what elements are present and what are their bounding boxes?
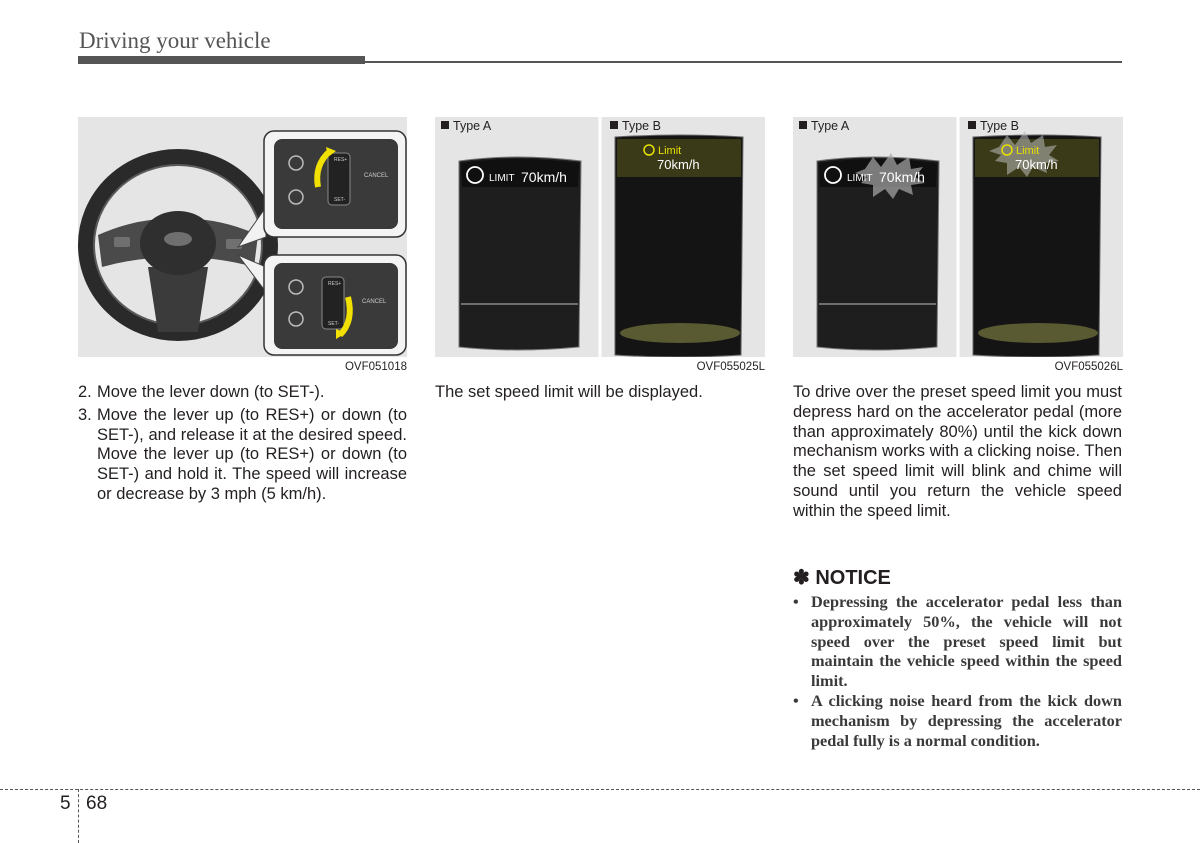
notice-title: NOTICE [815, 567, 891, 589]
bullet-icon: • [793, 690, 799, 710]
inset-bottom-set-label: SET- [328, 321, 340, 327]
inset-top-cancel-label: CANCEL [364, 173, 389, 179]
cluster-illustration [435, 117, 765, 357]
figure-steering-wheel [78, 117, 407, 375]
type-a-speed-text: 70km/h [879, 169, 925, 185]
notice-list [793, 592, 1122, 750]
footer-vertical-dashed-rule [78, 789, 79, 843]
type-a-text: Type A [811, 119, 850, 133]
right-column-text: To drive over the preset speed limit you must depress hard on the accelerator pedal (more than approximately 80%) until the kick down mechanism works with a clicking noise. Then the set speed limit will blink and chime will sound until you return the vehicle speed within the speed limit. [793, 383, 1122, 520]
inset-top-res-label: RES+ [334, 157, 348, 163]
chapter-number: 5 [60, 793, 71, 814]
type-a-speed-text: 70km/h [521, 169, 567, 185]
list-item-text: Move the lever up (to RES+) or down (to SET-), and release it at the desired speed. Move the lever up (to RES+) or down (to SET-) and hold it. The speed will increase or decrease by 3 mph (5 km/h). [97, 405, 407, 503]
cluster-blink-illustration [793, 117, 1123, 357]
page-number: 68 [86, 793, 108, 814]
figure-code: OVF051018 [344, 361, 407, 373]
type-b-speed-text: 70km/h [657, 157, 700, 172]
list-item [78, 383, 407, 403]
type-b-text: Type B [622, 119, 661, 133]
inset-top-set-label: SET- [334, 197, 346, 203]
figure-code: OVF055026L [1054, 361, 1123, 373]
type-a-limit-text: LIMIT [847, 173, 873, 184]
notice-item [793, 592, 1122, 691]
notice-symbol-icon: ✽ [793, 567, 810, 589]
type-b-speed-text: 70km/h [1015, 157, 1058, 172]
figure-code: OVF055025L [696, 361, 765, 373]
bullet-icon: • [793, 592, 799, 611]
steering-wheel-illustration [78, 117, 407, 357]
inset-bottom-res-label: RES+ [328, 281, 342, 287]
notice-heading [793, 565, 891, 590]
list-item-text: Move the lever down (to SET-). [97, 383, 325, 401]
notice-item-text: Depressing the accelerator pedal less than approximately 50%, the vehicle will not speed over the preset speed limit but maintain the vehicle speed within the speed limit. [811, 592, 1122, 691]
notice-item-text: A clicking noise heard from the kick down mechanism by depressing the accelerator pedal fully is a normal condition. [811, 690, 1122, 750]
figure-steering-image [78, 117, 407, 357]
middle-column-text: The set speed limit will be displayed. [435, 383, 703, 401]
notice-item [793, 691, 1122, 750]
type-a-limit-text: LIMIT [489, 173, 515, 184]
header-rule-thick [78, 56, 365, 64]
figure-display-image [435, 117, 765, 357]
left-column-text [78, 383, 407, 508]
list-item-number: 2. [78, 383, 92, 401]
figure-blink-image [793, 117, 1123, 357]
figure-limit-blink [793, 117, 1123, 375]
type-b-limit-text: Limit [1016, 145, 1040, 157]
page-header-title: Driving your vehicle [79, 28, 271, 53]
list-item [78, 406, 407, 505]
list-item-number: 3. [78, 405, 92, 424]
type-a-text: Type A [453, 119, 492, 133]
inset-bottom-cancel-label: CANCEL [362, 299, 387, 305]
footer-dashed-rule [0, 789, 1200, 790]
figure-limit-display [435, 117, 765, 375]
type-b-text: Type B [980, 119, 1019, 133]
type-b-limit-text: Limit [658, 145, 682, 157]
header-rule-thin [365, 61, 1122, 63]
